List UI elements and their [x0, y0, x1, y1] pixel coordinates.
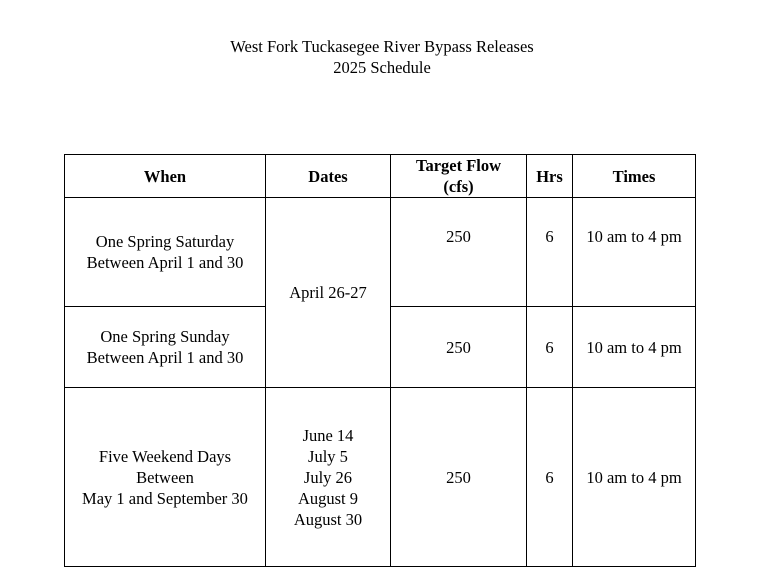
when-line: Five Weekend Days — [98, 446, 232, 466]
hrs-cell: 6 — [527, 388, 573, 567]
date-item: August 30 — [293, 509, 363, 529]
document-title — [0, 36, 764, 78]
flow-cell: 250 — [391, 388, 527, 567]
date-item: July 26 — [303, 467, 353, 487]
times-cell: 10 am to 4 pm — [573, 388, 696, 567]
when-line: Between April 1 and 30 — [86, 348, 244, 367]
dates-cell-spring: April 26-27 — [266, 198, 391, 388]
header-target-flow-line1: Target Flow — [415, 156, 502, 175]
date-item: July 5 — [308, 446, 348, 466]
dates-cell-weekend — [266, 388, 391, 567]
hrs-cell: 6 — [527, 307, 573, 388]
header-when: When — [65, 155, 266, 198]
hrs-cell: 6 — [527, 198, 573, 307]
weekend-dates-list — [270, 425, 386, 530]
when-cell — [65, 388, 266, 567]
date-item: June 14 — [302, 425, 354, 445]
when-cell — [65, 307, 266, 388]
header-dates: Dates — [266, 155, 391, 198]
header-hrs: Hrs — [527, 155, 573, 198]
table-header-row — [65, 155, 696, 198]
header-target-flow-line2: (cfs) — [443, 177, 474, 196]
table-row — [65, 198, 696, 307]
date-item: August 9 — [297, 488, 359, 508]
when-line: May 1 and September 30 — [82, 488, 248, 508]
header-times: Times — [573, 155, 696, 198]
times-cell: 10 am to 4 pm — [573, 198, 696, 307]
when-line: One Spring Sunday — [100, 327, 230, 346]
when-cell — [65, 198, 266, 307]
when-line: Between — [136, 467, 194, 487]
table-row — [65, 388, 696, 567]
when-line: One Spring Saturday — [95, 232, 235, 251]
title-line-1: West Fork Tuckasegee River Bypass Releases — [230, 37, 534, 56]
flow-cell: 250 — [391, 198, 527, 307]
header-target-flow — [391, 155, 527, 198]
flow-cell: 250 — [391, 307, 527, 388]
title-line-2: 2025 Schedule — [333, 58, 431, 77]
when-line: Between April 1 and 30 — [86, 253, 244, 272]
times-cell: 10 am to 4 pm — [573, 307, 696, 388]
release-schedule-table — [64, 154, 696, 567]
